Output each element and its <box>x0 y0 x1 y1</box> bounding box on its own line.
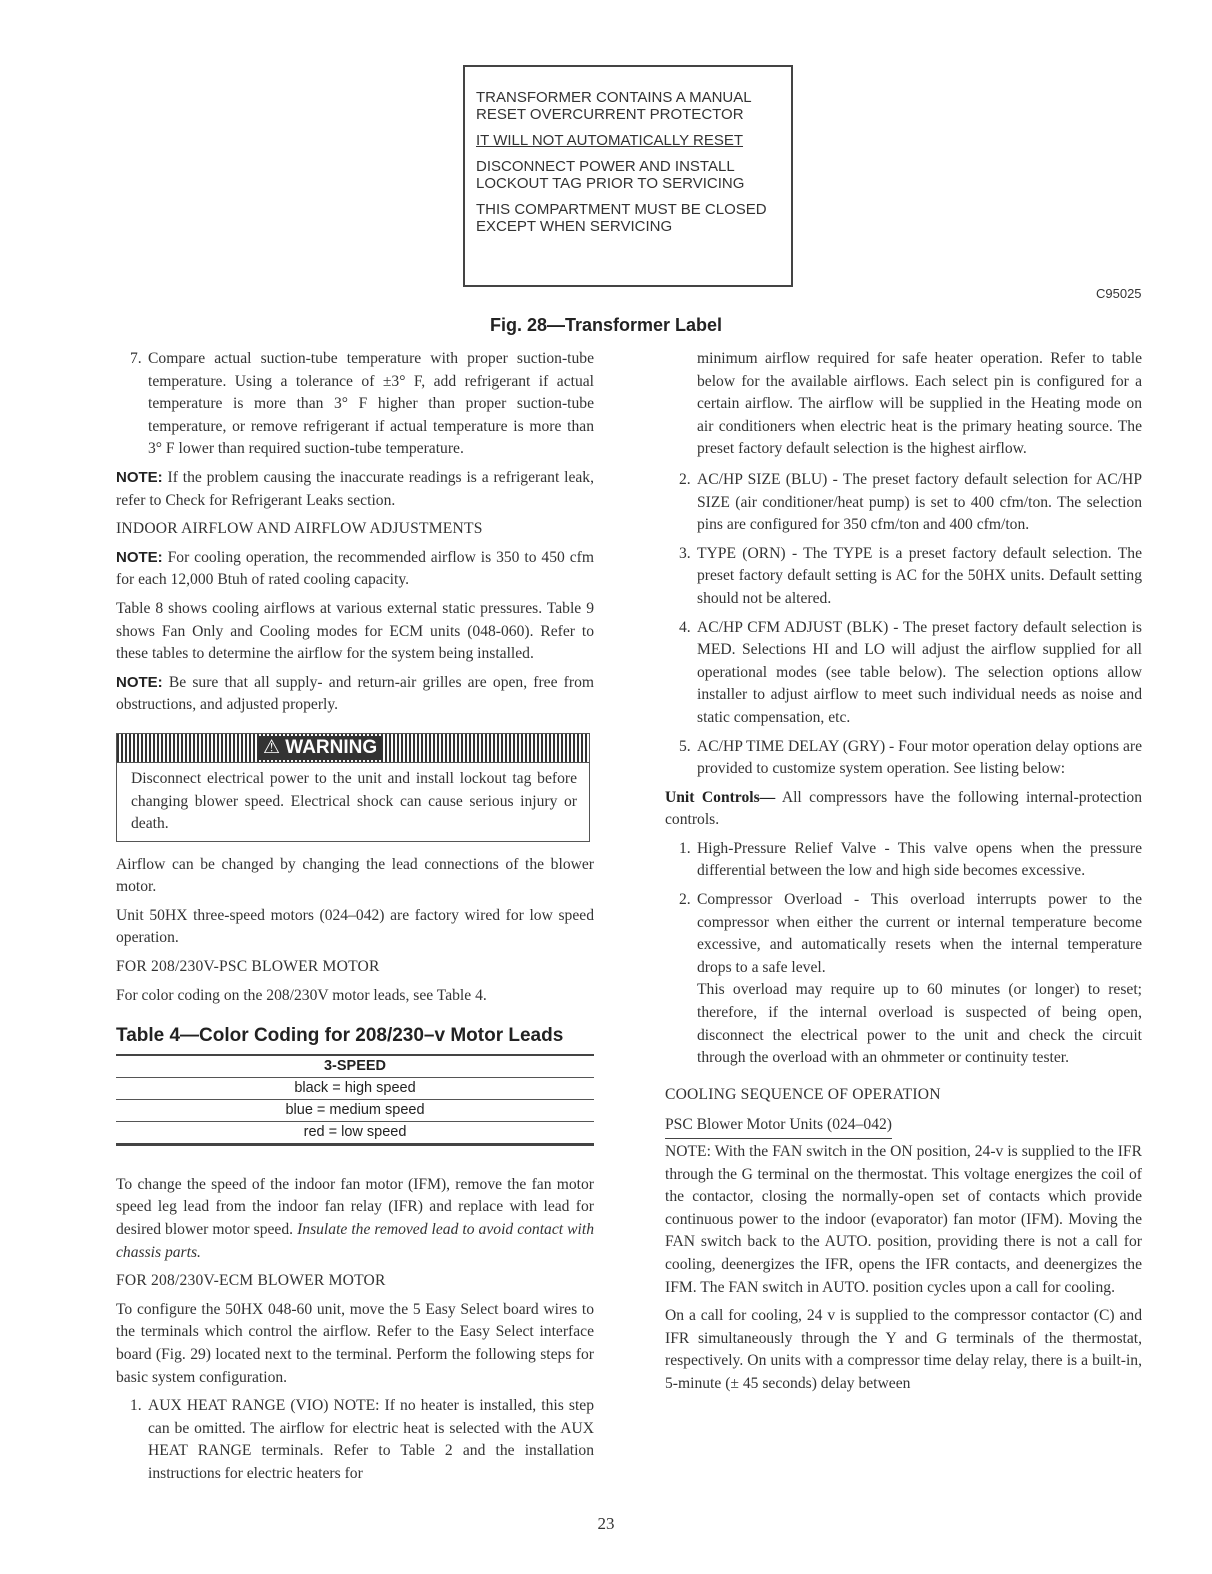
heading-cooling-sequence: COOLING SEQUENCE OF OPERATION <box>665 1085 941 1103</box>
list-text: Compressor Overload - This overload interrupts power to the compressor when either the current or internal temperature become excessive, and automatically resets when the internal temperature drops to a safe level. <box>697 891 1142 976</box>
heading-ecm-motor: FOR 208/230V-ECM BLOWER MOTOR <box>116 1272 386 1290</box>
list-number: 2. <box>679 470 691 488</box>
table-4-title: Table 4—Color Coding for 208/230–v Motor Leads <box>116 1025 564 1047</box>
list-item-4 <box>665 617 1142 730</box>
note-label: NOTE: <box>116 548 163 566</box>
warning-text: Disconnect electrical power to the unit and install lockout tag before changing blower speed. Electrical shock can cause serious injury or death. <box>131 769 577 833</box>
list-item-1-continued <box>665 348 1142 461</box>
table-row: blue = medium speed <box>116 1099 594 1121</box>
table-4 <box>116 1054 594 1146</box>
list-item-7 <box>116 348 594 461</box>
label-line-3: DISCONNECT POWER AND INSTALL LOCKOUT TAG PRIOR TO SERVICING <box>476 158 745 192</box>
warning-title: ⚠ WARNING <box>257 736 383 760</box>
warning-box <box>116 733 590 842</box>
subheading-psc-text: PSC Blower Motor Units (024–042) <box>665 1114 892 1139</box>
list-item-2 <box>665 469 1142 537</box>
list-text: AC/HP SIZE (BLU) - The preset factory default selection for AC/HP SIZE (air conditioner/heat pump) is set to 400 cfm/ton. The selection pins are configured for 350 cfm/ton and 400 cfm/ton. <box>697 470 1142 534</box>
note-label: NOTE: <box>116 468 163 486</box>
heading-psc-motor: FOR 208/230V-PSC BLOWER MOTOR <box>116 958 380 976</box>
list-item-3 <box>665 543 1142 611</box>
unit-controls-text: All compressors have the following internal-protection controls. <box>665 788 1142 829</box>
left-column <box>116 348 594 1492</box>
unit-controls-label: Unit Controls— <box>665 788 776 806</box>
list-text: TYPE (ORN) - The TYPE is a preset factory default selection. The preset factory default setting is AC for the 50HX units. Default setting should not be altered. <box>697 544 1142 607</box>
paragraph-call-cooling: On a call for cooling, 24 v is supplied to the compressor contactor (C) and IFR simultaneously through the Y and G terminals of the thermostat, respectively. On units with a compressor time delay relay, there is a built-in, 5-minute (± 45 seconds) delay between <box>665 1307 1142 1392</box>
transformer-label-box <box>463 65 793 287</box>
note-text: For cooling operation, the recommended airflow is 350 to 450 cfm for each 12,000 Btuh of rated cooling capacity. <box>116 548 594 589</box>
list-text: Compare actual suction-tube temperature with proper suction-tube temperature. Using a tolerance of ±3° F, add refrigerant if actual temperature is more than 3° F higher than proper suction-tube temperature, or remove refrigerant if actual temperature is more than 3° F lower than required suction-tube temperature. <box>148 350 594 458</box>
list-number: 1. <box>130 1397 142 1415</box>
paragraph-change-speed <box>116 1174 594 1264</box>
paragraph-tables: Table 8 shows cooling airflows at various external static pressures. Table 9 shows Fan Only and Cooling modes for ECM units (048-060). Refer to these tables to determine the airflow for the system being installed. <box>116 599 594 663</box>
list-item-5 <box>665 736 1142 781</box>
label-line-1: TRANSFORMER CONTAINS A MANUAL RESET OVERCURRENT PROTECTOR <box>476 89 752 123</box>
list-number: 2. <box>679 891 691 909</box>
table-header: 3-SPEED <box>116 1055 594 1078</box>
paragraph-airflow-change: Airflow can be changed by changing the lead connections of the blower motor. <box>116 855 594 896</box>
table-row: red = low speed <box>116 1121 594 1144</box>
protection-item-1 <box>665 838 1142 883</box>
heading-indoor-airflow: INDOOR AIRFLOW AND AIRFLOW ADJUSTMENTS <box>116 520 483 538</box>
list-number: 3. <box>679 544 691 562</box>
note-text: If the problem causing the inaccurate readings is a refrigerant leak, refer to Check for Refrigerant Leaks section. <box>116 468 594 509</box>
paragraph-color-coding: For color coding on the 208/230V motor leads, see Table 4. <box>116 986 487 1004</box>
list-text: High-Pressure Relief Valve - This valve opens when the pressure differential between the low and high side becomes excessive. <box>697 839 1142 880</box>
overload-note <box>665 979 1142 1069</box>
list-number: 5. <box>679 737 691 755</box>
list-number: 7. <box>130 350 142 367</box>
protection-item-2 <box>665 889 1142 979</box>
change-speed-text: To change the speed of the indoor fan motor (IFM), remove the fan motor speed leg lead from the indoor fan relay (IFR) and replace with lead for desired blower motor speed. <box>116 1175 594 1239</box>
list-text: minimum airflow required for safe heater operation. Refer to table below for the available airflows. Each select pin is configured for a certain airflow. The airflow will be supplied in the Heating mode on air conditioners when electric heat is the primary heating source. The preset factory default selection is the highest airflow. <box>697 350 1142 458</box>
label-line-4: THIS COMPARTMENT MUST BE CLOSED EXCEPT WHEN SERVICING <box>476 201 767 235</box>
note-label: NOTE: <box>116 673 163 691</box>
overload-note-text: This overload may require up to 60 minutes (or longer) to reset; therefore, if the internal overload is suspected of being open, disconnect the electrical power to the unit and check the circuit through the overload with an ohmmeter or continuity tester. <box>697 981 1142 1067</box>
note-grilles <box>116 672 594 717</box>
list-number: 4. <box>679 618 691 636</box>
list-item-1 <box>116 1395 594 1485</box>
page-number: 23 <box>597 1514 615 1533</box>
list-number: 1. <box>679 839 691 857</box>
note-refrigerant <box>116 467 594 512</box>
figure-caption: Fig. 28—Transformer Label <box>489 315 723 335</box>
list-text: AC/HP CFM ADJUST (BLK) - The preset factory default selection is MED. Selections HI and LO will adjust the airflow supplied for all operational modes (see table below). The selection options allow installer to adjust airflow to meet such individual needs as noise and static compensation, etc. <box>697 618 1142 726</box>
figure-code: C95025 <box>1096 286 1142 301</box>
warning-header <box>117 734 589 763</box>
change-speed-italic: Insulate the removed lead to avoid contact with chassis parts. <box>116 1221 594 1261</box>
subheading-psc <box>665 1114 1142 1139</box>
paragraph-unit-motors: Unit 50HX three-speed motors (024–042) are factory wired for low speed operation. <box>116 906 594 947</box>
list-text: AUX HEAT RANGE (VIO) NOTE: If no heater is installed, this step can be omitted. The airflow for electric heat is selected with the AUX HEAT RANGE terminals. Refer to Table 2 and the installation instructions for electric heaters for <box>148 1397 594 1482</box>
list-text: AC/HP TIME DELAY (GRY) - Four motor operation delay options are provided to customize system operation. See listing below: <box>697 737 1142 778</box>
right-column <box>665 348 1142 1402</box>
label-line-2: IT WILL NOT AUTOMATICALLY RESET <box>476 132 744 149</box>
note-text: Be sure that all supply- and return-air grilles are open, free from obstructions, and adjusted properly. <box>116 673 594 714</box>
table-row: black = high speed <box>116 1077 594 1099</box>
note-fan-switch: NOTE: With the FAN switch in the ON position, 24-v is supplied to the IFR through the G terminal on the thermostat. This voltage energizes the coil of the contactor, closing the normally-open set of contacts which provide continuous power to the indoor (evaporator) fan motor (IFM). Moving the FAN switch back to the AUTO. position, providing there is not a call for cooling, deenergizes the IFR, opens the IFR contacts, and deenergizes the IFM. The FAN switch in AUTO. position cycles upon a call for cooling. <box>665 1143 1142 1296</box>
note-cooling-airflow <box>116 547 594 592</box>
unit-controls <box>665 787 1142 832</box>
paragraph-ecm: To configure the 50HX 048-60 unit, move the 5 Easy Select board wires to the terminals which control the airflow. Refer to the Easy Select interface board (Fig. 29) located next to the terminal. Perform the following steps for basic system configuration. <box>116 1300 594 1386</box>
